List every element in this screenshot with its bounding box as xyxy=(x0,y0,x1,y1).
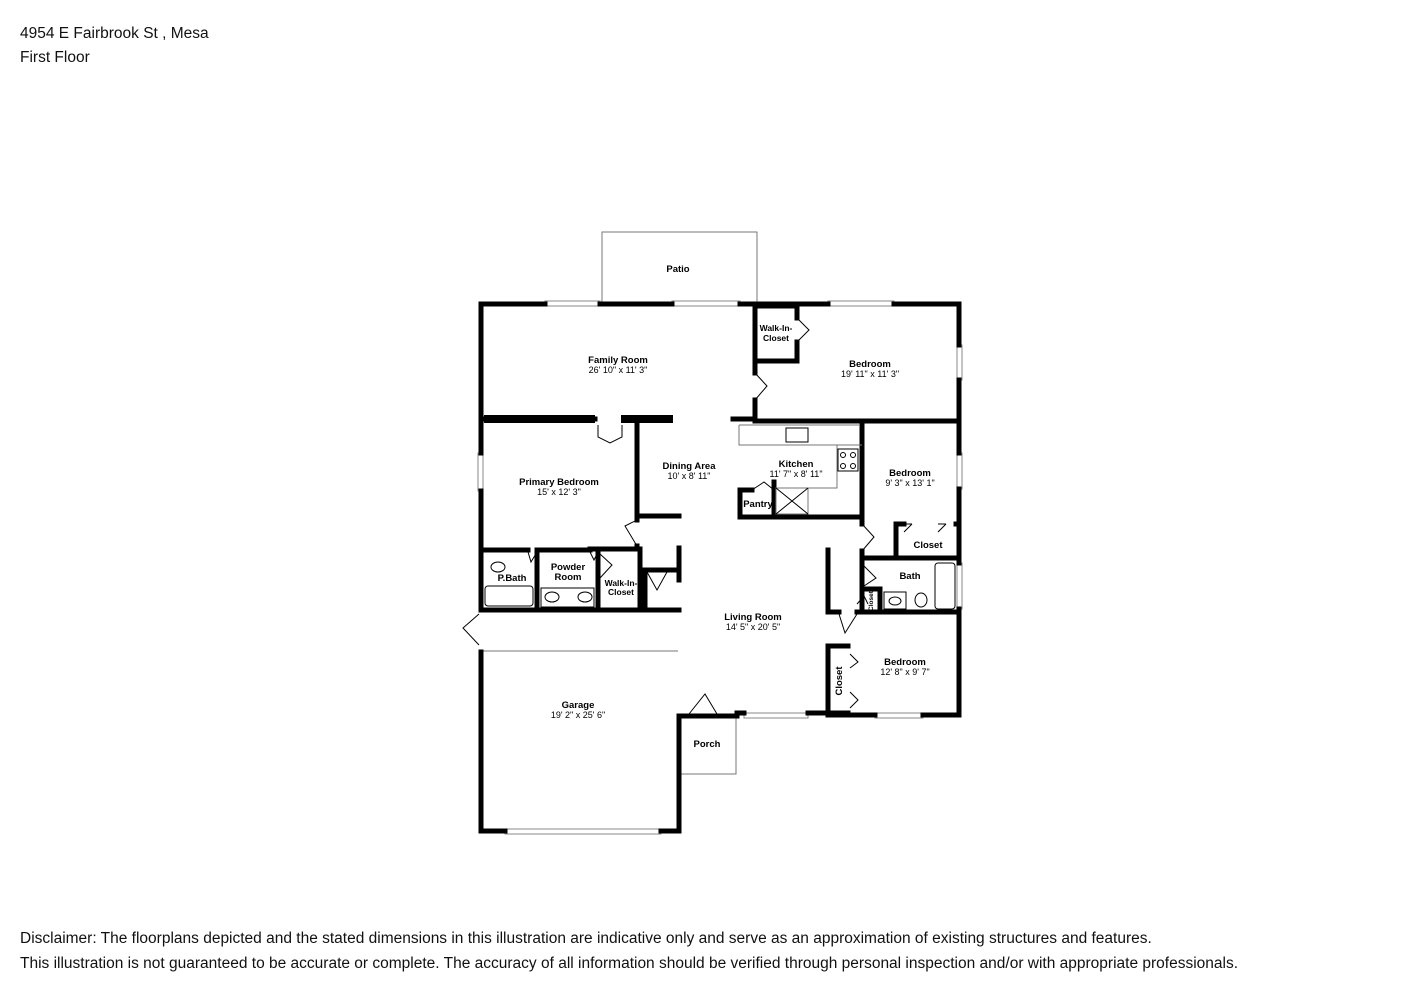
walk-in-closet-ne-label-1: Walk-In- xyxy=(759,323,793,333)
bath-tub-icon xyxy=(935,563,955,609)
powder-room-label-1: Powder xyxy=(550,562,586,573)
bedroom-e-label: Bedroom xyxy=(889,468,931,479)
living-room-dimensions: 14' 5" x 20' 5" xyxy=(725,622,781,632)
closet-e-label: Closet xyxy=(913,540,943,551)
pantry-label: Pantry xyxy=(743,499,773,510)
walk-in-closet-w-label-2: Closet xyxy=(608,587,634,597)
sink-icon xyxy=(786,428,808,442)
room-labels xyxy=(498,264,944,750)
property-address: 4954 E Fairbrook St , Mesa xyxy=(20,25,209,42)
disclaimer xyxy=(20,927,1238,976)
dining-area-label: Dining Area xyxy=(662,461,716,472)
garage-dimensions: 19' 2" x 25' 6" xyxy=(550,710,606,720)
bedroom-ne-label: Bedroom xyxy=(849,359,891,370)
disclaimer-line-2: This illustration is not guaranteed to be accurate or complete. The accuracy of all information should be verified through personal inspection and/or with appropriate professionals. xyxy=(20,954,1239,972)
floor-label: First Floor xyxy=(20,49,90,66)
dining-area-dimensions: 10' x 8' 11" xyxy=(667,471,711,481)
walk-in-closet-ne-label-2: Closet xyxy=(763,333,789,343)
patio-label: Patio xyxy=(666,264,690,275)
bedroom-se-label: Bedroom xyxy=(884,657,926,668)
p-bath-label: P.Bath xyxy=(497,573,527,584)
family-room-label: Family Room xyxy=(588,355,648,366)
kitchen-dimensions: 11' 7" x 8' 11" xyxy=(769,469,823,479)
garage-label: Garage xyxy=(561,700,595,711)
porch-label: Porch xyxy=(693,739,721,750)
p-bath-tub-icon xyxy=(485,586,533,606)
bedroom-se-dimensions: 12' 8" x 9' 7" xyxy=(880,667,930,677)
p-bath-toilet-icon xyxy=(491,562,505,572)
vanity-icon xyxy=(541,588,594,607)
bedroom-e-dimensions: 9' 3" x 13' 1" xyxy=(885,478,935,488)
bath-toilet-icon xyxy=(915,593,927,607)
family-room-dimensions: 26' 10" x 11' 3" xyxy=(588,365,648,375)
disclaimer-line-1: Disclaimer: The floorplans depicted and the stated dimensions in this illustration are indicative only and serve as an approximation of existing structures and features. xyxy=(20,930,1152,947)
powder-room-label-2: Room xyxy=(554,572,582,583)
closet-se-label: Closet xyxy=(834,666,845,696)
closet-small-label: Closet xyxy=(868,591,875,611)
bath-sink-icon xyxy=(884,592,906,609)
primary-bedroom-label: Primary Bedroom xyxy=(519,477,599,488)
walk-in-closet-w-label-1: Walk-In- xyxy=(604,578,638,588)
primary-bedroom-dimensions: 15' x 12' 3" xyxy=(537,487,581,497)
living-room-label: Living Room xyxy=(724,612,782,623)
kitchen-label: Kitchen xyxy=(778,459,814,470)
bedroom-ne-dimensions: 19' 11" x 11' 3" xyxy=(840,369,900,379)
bath-label: Bath xyxy=(899,571,921,582)
